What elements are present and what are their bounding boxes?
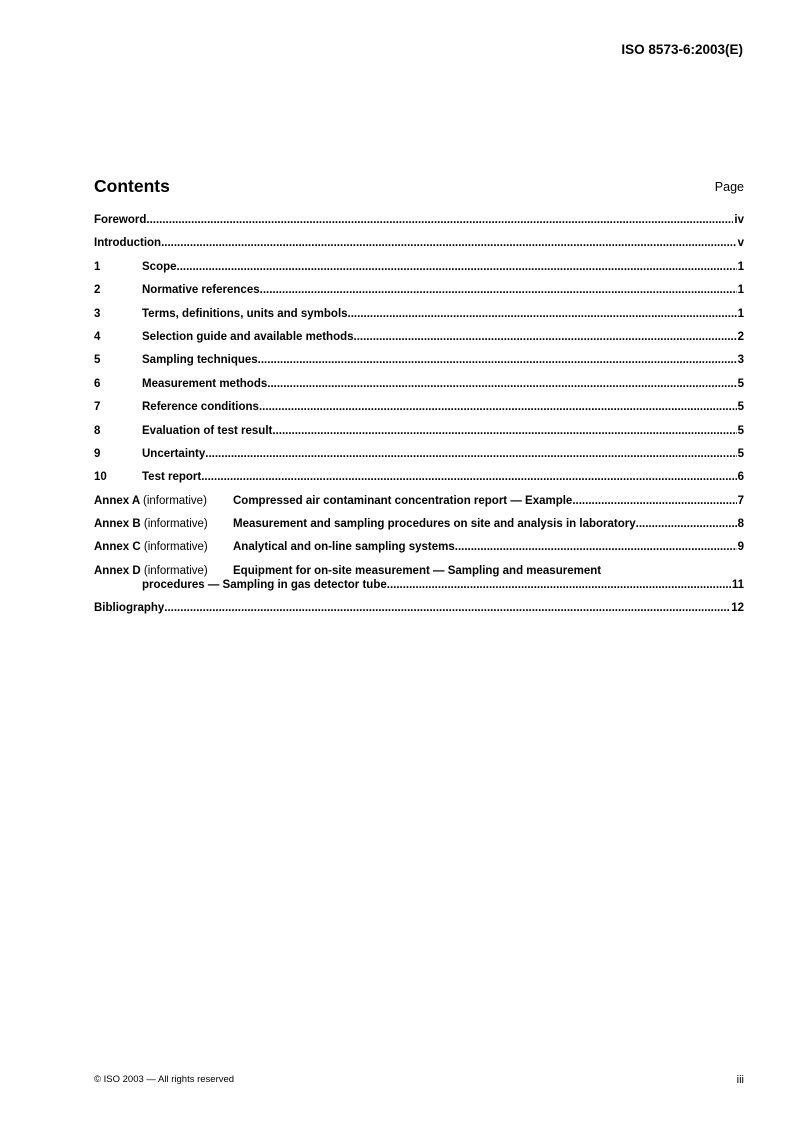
dot-leader xyxy=(387,578,731,592)
toc-label: Terms, definitions, units and symbols xyxy=(142,307,348,320)
toc-entry-clause-5[interactable] xyxy=(94,353,744,367)
toc-entry-annex-a[interactable] xyxy=(94,494,744,508)
toc-page: 5 xyxy=(737,377,744,390)
toc-entry-clause-1[interactable] xyxy=(94,260,744,274)
toc-label: Scope xyxy=(142,260,177,273)
annex-lead xyxy=(94,494,233,508)
toc-label: Foreword xyxy=(94,214,147,226)
toc-page: v xyxy=(737,237,744,250)
toc-entry-clause-7[interactable] xyxy=(94,400,744,414)
toc-label: Evaluation of test result xyxy=(142,424,273,437)
clause-number: 2 xyxy=(94,284,101,297)
toc-page: 1 xyxy=(737,260,744,273)
toc-entry-bibliography[interactable] xyxy=(94,601,744,615)
toc-page: 12 xyxy=(731,602,744,615)
dot-leader xyxy=(146,213,733,227)
clause-number: 8 xyxy=(94,424,101,437)
toc-page: 5 xyxy=(737,401,744,414)
toc-entry-clause-3[interactable] xyxy=(94,307,744,321)
annex-kind: (informative) xyxy=(143,494,207,507)
annex-letter: Annex D xyxy=(94,564,141,577)
toc-entry-clause-8[interactable] xyxy=(94,424,744,438)
dot-leader xyxy=(354,330,737,344)
toc-label: Test report xyxy=(142,471,202,484)
clause-number: 1 xyxy=(94,260,101,273)
toc-page: 8 xyxy=(737,518,744,531)
dot-leader xyxy=(636,517,737,531)
dot-leader xyxy=(272,424,736,438)
dot-leader xyxy=(348,307,737,321)
contents-title: Contents xyxy=(94,176,170,196)
dot-leader xyxy=(201,470,736,484)
clause-number: 5 xyxy=(94,354,101,367)
toc-page: 5 xyxy=(737,447,744,460)
toc-entry-clause-2[interactable] xyxy=(94,283,744,297)
annex-lead xyxy=(94,540,233,554)
page-number: iii xyxy=(736,1074,744,1086)
toc-page: iv xyxy=(734,214,744,226)
dot-leader xyxy=(267,377,736,391)
document-id: ISO 8573-6:2003(E) xyxy=(621,42,743,57)
clause-number: 4 xyxy=(94,330,101,343)
toc-entry-clause-6[interactable] xyxy=(94,377,744,391)
toc-entry-clause-4[interactable] xyxy=(94,330,744,344)
toc-page: 9 xyxy=(737,541,744,554)
toc-entry-clause-10[interactable] xyxy=(94,470,744,484)
toc-entry-foreword[interactable] xyxy=(94,213,744,227)
dot-leader xyxy=(205,447,736,461)
page-column-label: Page xyxy=(714,180,744,194)
toc-page: 5 xyxy=(737,424,744,437)
toc-label: Bibliography xyxy=(94,602,165,615)
toc-label: Uncertainty xyxy=(142,447,206,460)
toc-page: 11 xyxy=(731,578,744,591)
annex-letter: Annex B xyxy=(94,518,141,531)
clause-number: 6 xyxy=(94,377,101,390)
annex-lead xyxy=(94,564,233,578)
dot-leader xyxy=(258,353,737,367)
toc-label: Analytical and on-line sampling systems xyxy=(233,541,455,554)
clause-number: 10 xyxy=(94,471,107,484)
annex-kind: (informative) xyxy=(143,564,208,577)
toc-entry-annex-d[interactable] xyxy=(94,564,744,592)
toc-label: Compressed air contaminant concentration report — Example xyxy=(233,494,573,507)
toc-page: 1 xyxy=(737,307,744,320)
dot-leader xyxy=(572,494,736,508)
toc-page: 3 xyxy=(737,354,744,367)
toc-label-line-2: procedures — Sampling in gas detector tube xyxy=(142,578,387,591)
toc-label: Reference conditions xyxy=(142,401,259,414)
dot-leader xyxy=(455,540,737,554)
toc-label: Normative references xyxy=(142,284,260,297)
toc-label: Selection guide and available methods xyxy=(142,330,354,343)
contents-heading xyxy=(94,176,744,198)
annex-letter: Annex A xyxy=(94,494,140,507)
toc-label: Sampling techniques xyxy=(142,354,258,367)
dot-leader xyxy=(260,283,737,297)
toc-page: 6 xyxy=(737,471,744,484)
toc-entry-clause-9[interactable] xyxy=(94,447,744,461)
toc-page: 1 xyxy=(737,284,744,297)
toc-label: Measurement methods xyxy=(142,377,268,390)
toc-entry-introduction[interactable] xyxy=(94,236,744,250)
dot-leader xyxy=(177,260,737,274)
annex-kind: (informative) xyxy=(143,518,208,531)
toc-page: 2 xyxy=(737,330,744,343)
copyright-notice: © ISO 2003 — All rights reserved xyxy=(94,1074,235,1085)
dot-leader xyxy=(164,601,730,615)
toc-label: Introduction xyxy=(94,237,162,250)
annex-letter: Annex C xyxy=(94,541,141,554)
dot-leader xyxy=(161,236,737,250)
page-footer xyxy=(94,1074,744,1088)
clause-number: 3 xyxy=(94,307,101,320)
table-of-contents xyxy=(94,213,744,625)
annex-lead xyxy=(94,517,233,531)
toc-page: 7 xyxy=(737,494,744,507)
clause-number: 9 xyxy=(94,447,101,460)
toc-entry-annex-b[interactable] xyxy=(94,517,744,531)
clause-number: 7 xyxy=(94,401,101,414)
toc-entry-annex-c[interactable] xyxy=(94,540,744,554)
annex-kind: (informative) xyxy=(143,541,208,554)
dot-leader xyxy=(259,400,737,414)
toc-label: Measurement and sampling procedures on site and analysis in laboratory xyxy=(233,518,636,531)
toc-label-line-1: Equipment for on-site measurement — Sampling and measurement xyxy=(233,564,602,577)
